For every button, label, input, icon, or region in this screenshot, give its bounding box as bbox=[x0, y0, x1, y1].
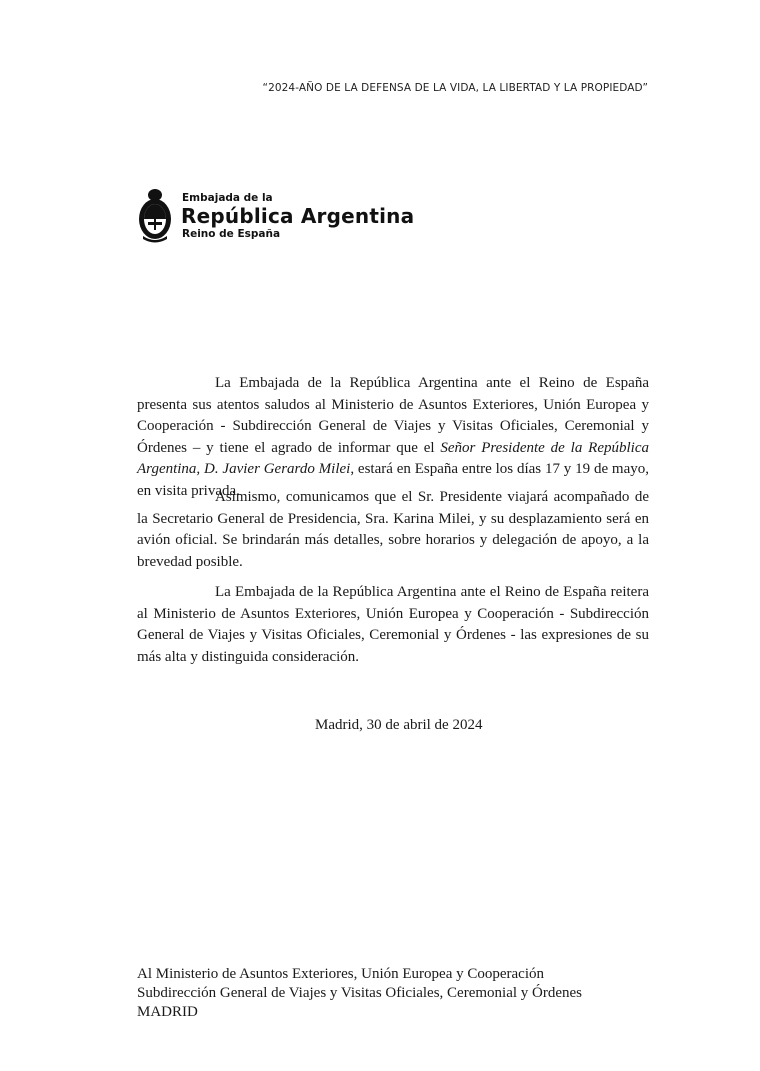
header-motto: “2024-AÑO DE LA DEFENSA DE LA VIDA, LA LIBERTAD Y LA PROPIEDAD” bbox=[262, 82, 648, 94]
paragraph-2-text: Asimismo, comunicamos que el Sr. Presidente viajará acompañado de la Secretario General de Presidencia, Sra. Karina Milei, y su desplazamiento será en avión oficial. Se brindarán más detalles, sobre horarios y delegación de apoyo, a la brevedad posible. bbox=[137, 489, 649, 570]
letterhead-title: República Argentina bbox=[181, 204, 415, 228]
letter-date: Madrid, 30 de abril de 2024 bbox=[315, 717, 483, 733]
letterhead-line3: Reino de España bbox=[182, 228, 281, 240]
paragraph-1-italic: Señor Presidente de la República Argentina, D. Javier Gerardo Milei bbox=[137, 439, 649, 477]
recipient-line-2: Subdirección General de Viajes y Visitas Oficiales, Ceremonial y Órdenes bbox=[137, 985, 583, 1001]
recipient-line-3: MADRID bbox=[137, 1004, 198, 1020]
paragraph-1 bbox=[137, 373, 649, 502]
paragraph-1-text-a: La Embajada de la República Argentina ante el Reino de España presenta sus atentos saludos al Ministerio de Asuntos Exteriores, Unión Europea y Cooperación - Subdirección General de Viajes y Visitas Oficiales, Ceremonial y Órdenes – y tiene el agrado de informar que el bbox=[137, 375, 649, 456]
letterhead-line1: Embajada de la bbox=[182, 191, 273, 204]
paragraph-3 bbox=[137, 582, 649, 668]
paragraph-1-text-b: , estará en España entre los días 17 y 19 de mayo, en visita privada. bbox=[137, 461, 650, 499]
recipient-block bbox=[137, 965, 582, 1022]
letterhead bbox=[137, 188, 414, 244]
paragraph-3-text: La Embajada de la República Argentina ante el Reino de España reitera al Ministerio de Asuntos Exteriores, Unión Europea y Cooperación - Subdirección General de Viajes y Visitas Oficiales, Ceremonial y Órdenes - las expresiones de su más alta y distinguida consideración. bbox=[137, 584, 649, 665]
recipient-line-1: Al Ministerio de Asuntos Exteriores, Unión Europea y Cooperación bbox=[137, 966, 545, 982]
argentina-coat-of-arms-icon bbox=[137, 188, 173, 244]
paragraph-2 bbox=[137, 487, 649, 573]
